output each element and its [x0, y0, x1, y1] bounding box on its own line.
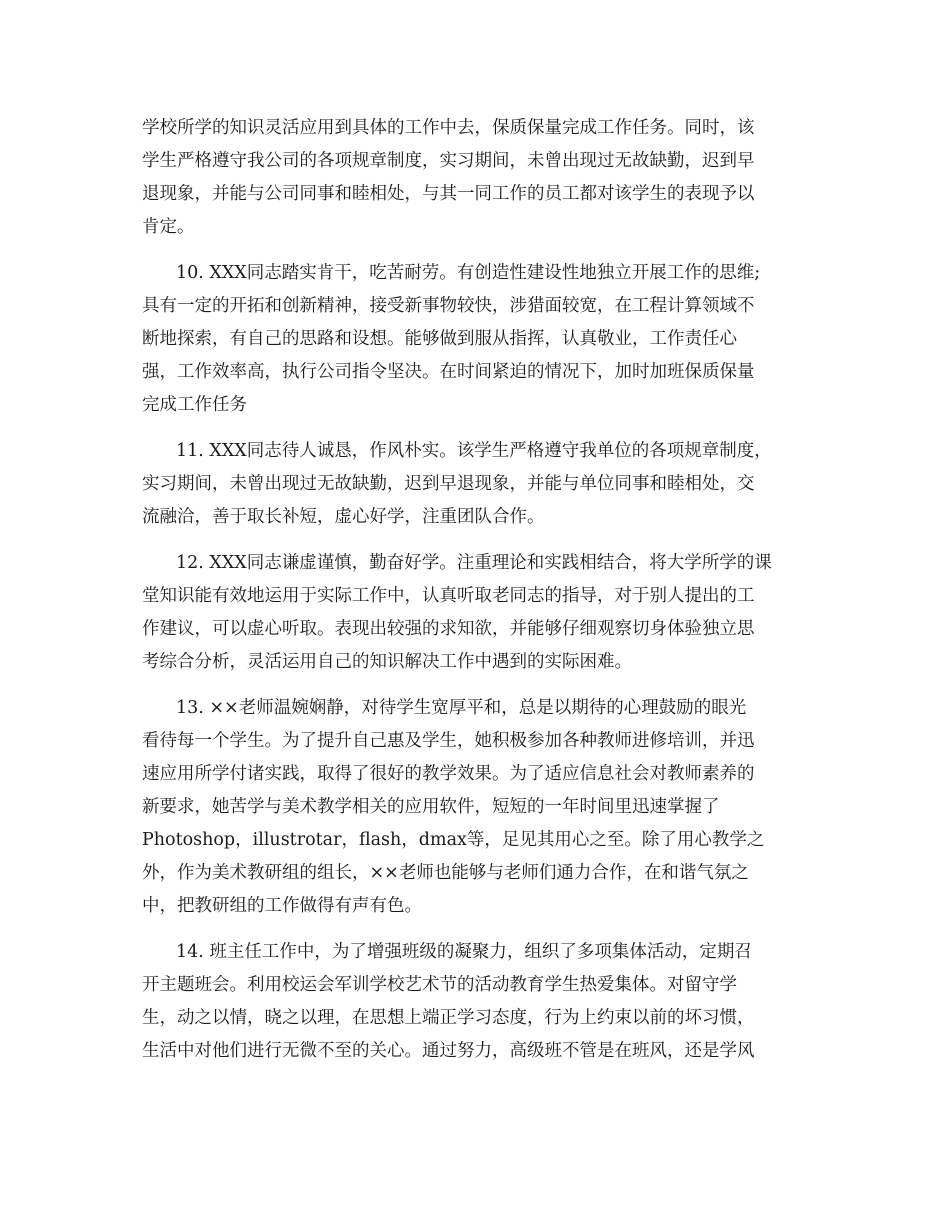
text-line: 中，把教研组的工作做得有声有色。: [142, 896, 422, 916]
paragraph-10-first-line: 10. XXX同志踏实肯干，吃苦耐劳。有创造性建设性地独立开展工作的思维;: [176, 263, 761, 283]
paragraph-13-first-line: 13. ××老师温婉娴静，对待学生宽厚平和，总是以期待的心理鼓励的眼光: [176, 698, 747, 718]
text-line: 肯定。: [142, 217, 195, 237]
text-line: 流融洽，善于取长补短，虚心好学，注重团队合作。: [142, 507, 545, 527]
text-line: 外，作为美术教研组的组长，××老师也能够与老师们通力合作，在和谐气氛之: [142, 863, 749, 883]
text-line: 实习期间，未曾出现过无故缺勤，迟到早退现象，并能与单位同事和睦相处，交: [142, 474, 755, 494]
text-line: 看待每一个学生。为了提升自己惠及学生，她积极参加各种教师进修培训，并迅: [142, 731, 755, 751]
text-line: 断地探索，有自己的思路和设想。能够做到服从指挥，认真敬业，工作责任心: [142, 329, 737, 349]
text-line: 新要求，她苦学与美术教学相关的应用软件，短短的一年时间里迅速掌握了: [142, 797, 720, 817]
text-line: 堂知识能有效地运用于实际工作中，认真听取老同志的指导，对于别人提出的工: [142, 586, 755, 606]
text-line: 生，动之以情，晓之以理，在思想上端正学习态度，行为上约束以前的坏习惯，: [142, 1008, 755, 1028]
paragraph-14-first-line: 14. 班主任工作中，为了增强班级的凝聚力，组织了多项集体活动，定期召: [176, 942, 752, 962]
paragraph-12-first-line: 12. XXX同志谦虚谨慎，勤奋好学。注重理论和实践相结合，将大学所学的课: [176, 553, 772, 573]
paragraph-11-first-line: 11. XXX同志待人诚恳，作风朴实。该学生严格遵守我单位的各项规章制度，: [176, 441, 772, 461]
text-line: 作建议，可以虚心听取。表现出较强的求知欲，并能够仔细观察切身体验独立思: [142, 619, 755, 639]
text-line: 学校所学的知识灵活应用到具体的工作中去，保质保量完成工作任务。同时，该: [142, 118, 755, 138]
text-line: 退现象，并能与公司同事和睦相处，与其一同工作的员工都对该学生的表现予以: [142, 184, 755, 204]
text-line: 完成工作任务: [142, 395, 247, 415]
text-line: 速应用所学付诸实践，取得了很好的教学效果。为了适应信息社会对教师素养的: [142, 764, 755, 784]
text-line: 学生严格遵守我公司的各项规章制度，实习期间，未曾出现过无故缺勤，迟到早: [142, 151, 755, 171]
text-line: Photoshop，illustrotar，flash，dmax等，足见其用心之至。除了用心教学之: [142, 830, 765, 850]
text-line: 考综合分析，灵活运用自己的知识解决工作中遇到的实际困难。: [142, 652, 632, 672]
text-line: 强，工作效率高，执行公司指令坚决。在时间紧迫的情况下，加时加班保质保量: [142, 362, 755, 382]
text-line: 具有一定的开拓和创新精神，接受新事物较快，涉猎面较宽，在工程计算领域不: [142, 296, 755, 316]
text-line: 生活中对他们进行无微不至的关心。通过努力，高级班不管是在班风，还是学风: [142, 1041, 755, 1061]
text-line: 开主题班会。利用校运会军训学校艺术节的活动教育学生热爱集体。对留守学: [142, 975, 737, 995]
